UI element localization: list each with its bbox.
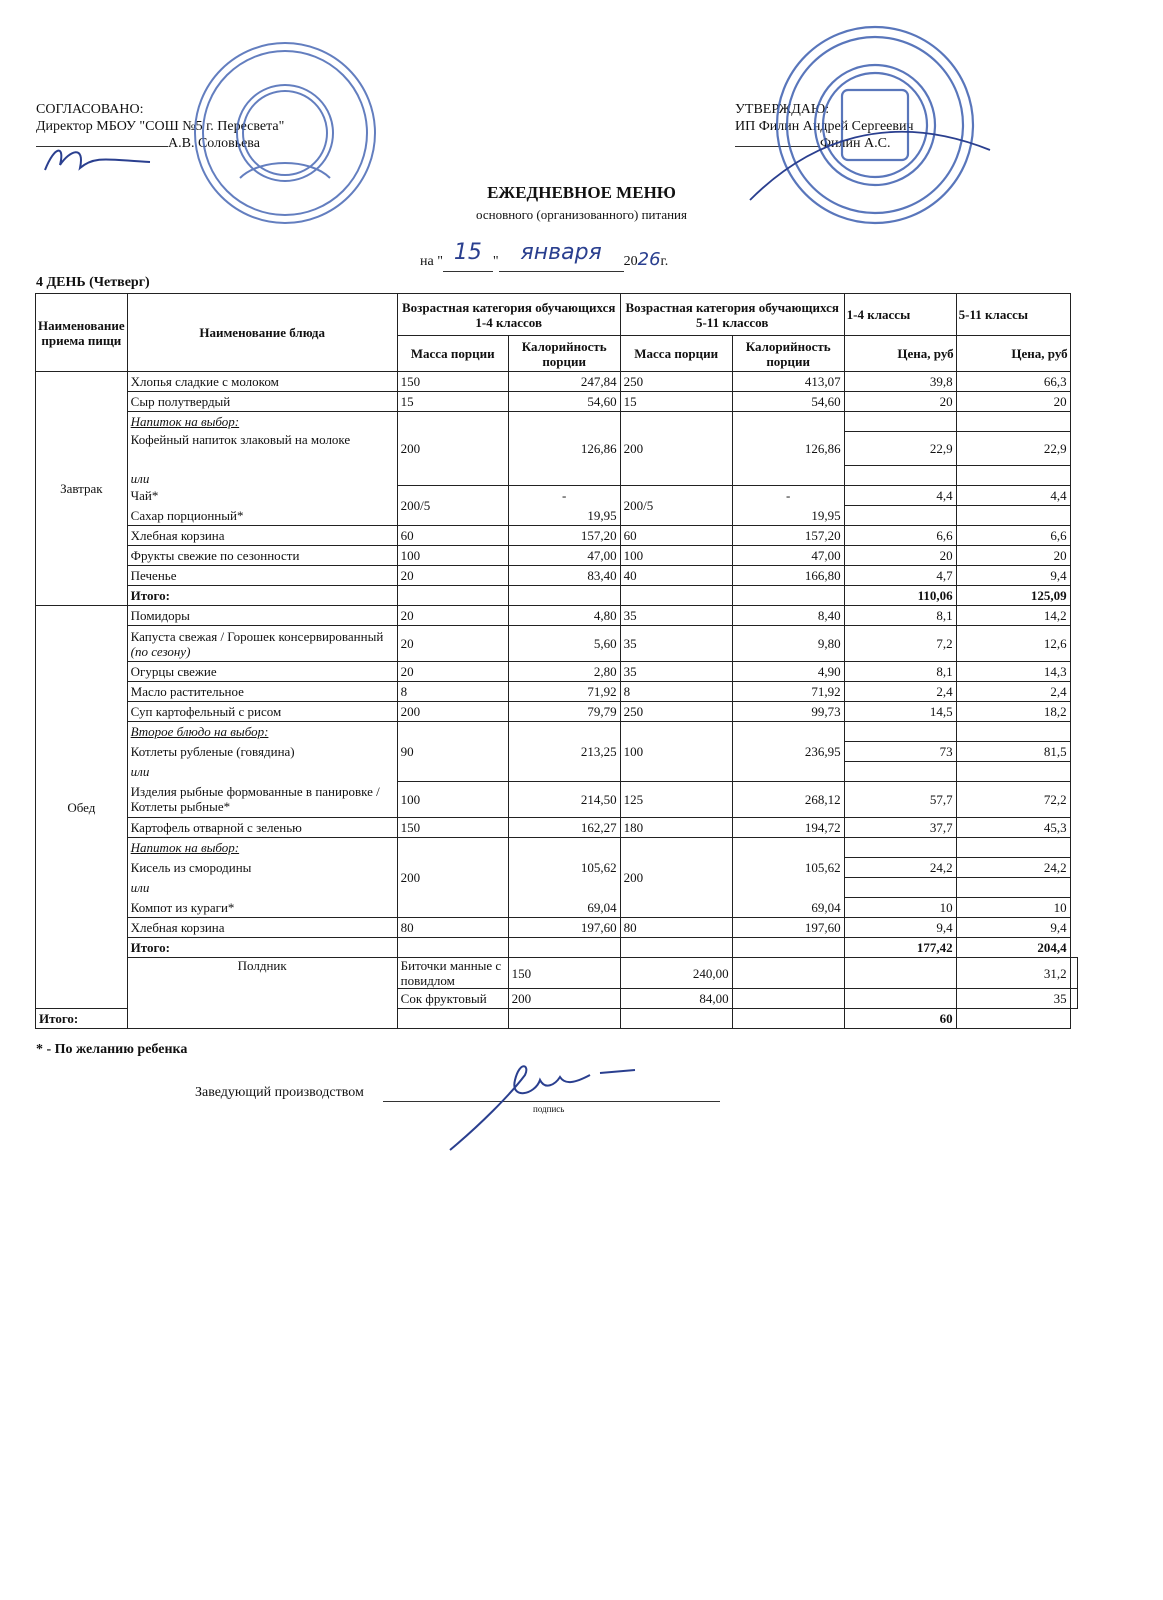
drink-choice-label [127, 838, 397, 858]
dish-name: Сахар порционный* [127, 506, 397, 526]
mass-1: 20 [397, 626, 508, 662]
cal-1: 69,04 [508, 898, 620, 918]
total-price-2: 204,4 [956, 938, 1070, 958]
mass-2: 40 [620, 566, 732, 586]
approval-left-name: А.В. Соловьева [168, 136, 260, 151]
cal-2: 268,12 [732, 782, 844, 818]
cal-2: 126,86 [732, 412, 844, 486]
price-1-empty [844, 878, 956, 898]
cal-1: 162,27 [508, 818, 620, 838]
mass-1: 60 [397, 526, 508, 546]
price-1: 8,1 [844, 606, 956, 626]
cal-1: 157,20 [508, 526, 620, 546]
cal-2-empty [732, 838, 844, 858]
total-label: Итого: [127, 938, 397, 958]
cal-2: 69,04 [732, 898, 844, 918]
table-row [36, 838, 1078, 858]
price-1: 35 [956, 989, 1070, 1009]
menu-date [420, 240, 720, 272]
mass-1: 150 [397, 818, 508, 838]
cal-2: 9,80 [732, 626, 844, 662]
table-row [36, 486, 1078, 506]
cal-2-empty [732, 878, 844, 898]
header-grade-1-4: 1-4 классы [844, 294, 956, 336]
mass-2: 200/5 [620, 486, 732, 526]
dish-name: Котлеты рубленые (говядина) [127, 742, 397, 762]
price-2: 10 [956, 898, 1070, 918]
header-price-1: Цена, руб [844, 336, 956, 372]
mass-2: 35 [620, 662, 732, 682]
price-2: 14,2 [956, 606, 1070, 626]
cal-2: 194,72 [732, 818, 844, 838]
dish-name: Изделия рыбные формованные в панировке / Котлеты рыбные* [127, 782, 397, 818]
mass-1: 8 [397, 682, 508, 702]
mass-2: 8 [620, 682, 732, 702]
table-row-total [36, 586, 1078, 606]
or-label: или [127, 878, 397, 898]
mass-1: 80 [397, 918, 508, 938]
school-stamp-icon [190, 38, 380, 228]
table-row [36, 878, 1078, 898]
cal-2: 99,73 [732, 702, 844, 722]
dish-name: Кисель из смородины [127, 858, 397, 878]
mass-2: 80 [620, 918, 732, 938]
table-row [36, 606, 1078, 626]
price-1: 4,7 [844, 566, 956, 586]
footnote: * - По желанию ребенка [36, 1042, 188, 1057]
price-1-empty [844, 762, 956, 782]
cal-2: 236,95 [732, 722, 844, 782]
day-label: 4 ДЕНЬ (Четверг) [36, 275, 150, 290]
cal-2: 8,40 [732, 606, 844, 626]
price-2: 20 [956, 546, 1070, 566]
cal-1: 213,25 [508, 722, 620, 782]
mass-2: 250 [620, 372, 732, 392]
total-price-2: 125,09 [956, 586, 1070, 606]
header-dish: Наименование блюда [127, 294, 397, 372]
table-row [36, 626, 1078, 662]
price-2: 9,4 [956, 566, 1070, 586]
price-1: 10 [844, 898, 956, 918]
cal-1: 2,80 [508, 662, 620, 682]
cal-1: 79,79 [508, 702, 620, 722]
price-1: 2,4 [844, 682, 956, 702]
director-signature-icon [40, 140, 160, 180]
drink-choice-text: Напиток на выбор: [130, 414, 240, 430]
header-grade-5-11: 5-11 классы [956, 294, 1070, 336]
cal-2: 197,60 [732, 918, 844, 938]
price-2: 6,6 [956, 526, 1070, 546]
price-1: 31,2 [956, 958, 1070, 989]
cal-1: 5,60 [508, 626, 620, 662]
header-mass-2: Масса порции [620, 336, 732, 372]
or-label: или [127, 466, 397, 486]
cal-2: 105,62 [732, 858, 844, 878]
header-mass-1: Масса порции [397, 336, 508, 372]
cal-1-empty [508, 838, 620, 858]
dish-name: Фрукты свежие по сезонности [127, 546, 397, 566]
cal-1-empty [508, 878, 620, 898]
table-row [36, 566, 1078, 586]
price-2-empty [956, 878, 1070, 898]
table-row [36, 682, 1078, 702]
cal-1: 240,00 [620, 958, 732, 989]
dish-name: Хлебная корзина [127, 526, 397, 546]
cal-1: 83,40 [508, 566, 620, 586]
price-1: 37,7 [844, 818, 956, 838]
price-1: 9,4 [844, 918, 956, 938]
mass-2: 200 [620, 412, 732, 486]
mass-2: 60 [620, 526, 732, 546]
menu-table [35, 293, 1078, 1029]
cal-1: 4,80 [508, 606, 620, 626]
price-1-empty [844, 412, 956, 432]
mass-1: 200 [397, 838, 508, 918]
cal-1: 47,00 [508, 546, 620, 566]
price-1: 6,6 [844, 526, 956, 546]
total-label: Итого: [127, 586, 397, 606]
table-row [36, 506, 1078, 526]
price-1: 22,9 [844, 432, 956, 466]
date-prefix: на " [420, 254, 443, 269]
approval-left-label: СОГЛАСОВАНО: [36, 102, 144, 117]
price-1: 57,7 [844, 782, 956, 818]
table-row [36, 858, 1078, 878]
mass-1: 20 [397, 662, 508, 682]
page-title: ЕЖЕДНЕВНОЕ МЕНЮ [487, 183, 676, 202]
mass-2: 100 [620, 546, 732, 566]
dish-name: Хлопья сладкие с молоком [127, 372, 397, 392]
total-price-1: 177,42 [844, 938, 956, 958]
table-row [36, 702, 1078, 722]
cal-2: 71,92 [732, 682, 844, 702]
price-2: 14,3 [956, 662, 1070, 682]
price-1: 14,5 [844, 702, 956, 722]
price-2-empty [956, 762, 1070, 782]
table-row [36, 392, 1078, 412]
header-age-5-11: Возрастная категория обучающихся 5-11 классов [620, 294, 844, 336]
mass-2: 250 [620, 702, 732, 722]
mass-2: 35 [620, 606, 732, 626]
table-row-total [36, 938, 1078, 958]
cal-1: 84,00 [620, 989, 732, 1009]
mass-1: 200 [397, 702, 508, 722]
table-row [36, 372, 1078, 392]
mass-1: 200 [508, 989, 620, 1009]
meal-lunch: Обед [36, 606, 128, 1009]
dish-name: Суп картофельный с рисом [127, 702, 397, 722]
mass-2: 15 [620, 392, 732, 412]
price-2: 81,5 [956, 742, 1070, 762]
price-1: 7,2 [844, 626, 956, 662]
date-year: 26 [637, 249, 661, 270]
cal-2: 413,07 [732, 372, 844, 392]
dish-text: Капуста свежая / Горошек консервированный [130, 628, 384, 644]
date-month: января [520, 240, 602, 265]
mass-1: 20 [397, 606, 508, 626]
cal-2: 19,95 [732, 506, 844, 526]
dish-name: Огурцы свежие [127, 662, 397, 682]
table-row [36, 662, 1078, 682]
dish-name: Картофель отварной с зеленью [127, 818, 397, 838]
date-mid: " [492, 254, 499, 269]
price-1-empty [844, 838, 956, 858]
dish-name: Биточки манные с повидлом [397, 958, 508, 989]
dish-name: Помидоры [127, 606, 397, 626]
date-suffix: г. [660, 254, 669, 269]
price-2-empty [956, 466, 1070, 486]
cal-1: 247,84 [508, 372, 620, 392]
cal-2: 166,80 [732, 566, 844, 586]
mass-1: 100 [397, 546, 508, 566]
signature-caption: подпись [533, 1104, 565, 1114]
dish-name: Сыр полутвердый [127, 392, 397, 412]
mass-2: 35 [620, 626, 732, 662]
header-cal-2: Калорийность порции [732, 336, 844, 372]
approval-right-position: ИП Филин Андрей Сергеевич [735, 119, 914, 134]
approval-right-label: УТВЕРЖДАЮ: [735, 102, 830, 117]
cal-1: 71,92 [508, 682, 620, 702]
price-1-empty [844, 506, 956, 526]
mass-2: 200 [620, 838, 732, 918]
dish-name: Сок фруктовый [397, 989, 508, 1009]
meal-breakfast: Завтрак [36, 372, 128, 606]
price-1-empty [844, 722, 956, 742]
mass-1: 150 [397, 372, 508, 392]
dish-name: Кофейный напиток злаковый на молоке [127, 432, 397, 466]
mass-2: 180 [620, 818, 732, 838]
price-2: 20 [956, 392, 1070, 412]
price-2: 24,2 [956, 858, 1070, 878]
table-row [36, 958, 1078, 989]
mass-2: 100 [620, 722, 732, 782]
header-price-2: Цена, руб [956, 336, 1070, 372]
price-1-empty [844, 466, 956, 486]
meal-snack: Полдник [127, 958, 397, 1029]
price-1: 24,2 [844, 858, 956, 878]
cal-1: 19,95 [508, 506, 620, 526]
table-row [36, 546, 1078, 566]
mass-1: 100 [397, 782, 508, 818]
price-1: 20 [844, 546, 956, 566]
cal-1: 214,50 [508, 782, 620, 818]
mass-2: 125 [620, 782, 732, 818]
cal-2: 47,00 [732, 546, 844, 566]
date-day: 15 [453, 240, 482, 265]
table-row [36, 818, 1078, 838]
page-subtitle: основного (организованного) питания [476, 207, 687, 222]
table-row [36, 722, 1078, 742]
cal-1: 197,60 [508, 918, 620, 938]
price-1: 8,1 [844, 662, 956, 682]
second-choice-text: Второе блюдо на выбор: [130, 724, 269, 740]
dish-name: Масло растительное [127, 682, 397, 702]
cal-2: 54,60 [732, 392, 844, 412]
table-row [36, 918, 1078, 938]
dish-name: Печенье [127, 566, 397, 586]
cal-2: - [732, 486, 844, 506]
price-1: 73 [844, 742, 956, 762]
dish-name: Компот из кураги* [127, 898, 397, 918]
dish-note: (по сезону) [130, 643, 191, 659]
dish-name: Хлебная корзина [127, 918, 397, 938]
date-year-prefix: 20 [623, 254, 638, 269]
manager-signature-icon [440, 1055, 640, 1155]
drink-choice-text: Напиток на выбор: [130, 840, 240, 856]
table-row [36, 526, 1078, 546]
price-2: 2,4 [956, 682, 1070, 702]
dish-name [127, 626, 397, 662]
price-2-empty [956, 506, 1070, 526]
table-row [36, 898, 1078, 918]
manager-label: Заведующий производством [195, 1085, 364, 1100]
mass-1: 20 [397, 566, 508, 586]
header-meal: Наименование приема пищи [36, 294, 128, 372]
mass-1: 90 [397, 722, 508, 782]
ip-stamp-icon [770, 20, 980, 230]
price-2: 72,2 [956, 782, 1070, 818]
dish-name: Чай* [127, 486, 397, 506]
price-2-empty [956, 838, 1070, 858]
total-price-1: 60 [844, 1009, 956, 1029]
drink-choice-label [127, 412, 397, 432]
cal-1: 126,86 [508, 412, 620, 486]
second-choice-label [127, 722, 397, 742]
cal-1: - [508, 486, 620, 506]
price-1: 39,8 [844, 372, 956, 392]
total-price-1: 110,06 [844, 586, 956, 606]
price-2: 66,3 [956, 372, 1070, 392]
cal-1: 54,60 [508, 392, 620, 412]
price-2: 4,4 [956, 486, 1070, 506]
header-cal-1: Калорийность порции [508, 336, 620, 372]
price-2: 22,9 [956, 432, 1070, 466]
price-2: 18,2 [956, 702, 1070, 722]
price-1: 4,4 [844, 486, 956, 506]
cal-2: 4,90 [732, 662, 844, 682]
price-2-empty [956, 412, 1070, 432]
approval-left-position: Директор МБОУ "СОШ №5 г. Пересвета" [36, 119, 285, 134]
mass-1: 200/5 [397, 486, 508, 526]
header-age-1-4: Возрастная категория обучающихся 1-4 классов [397, 294, 620, 336]
price-2: 9,4 [956, 918, 1070, 938]
mass-1: 15 [397, 392, 508, 412]
price-2-empty [956, 722, 1070, 742]
mass-1: 200 [397, 412, 508, 486]
price-2: 45,3 [956, 818, 1070, 838]
table-row [36, 782, 1078, 818]
table-row [36, 412, 1078, 432]
approval-right-name: Филин А.С. [820, 136, 891, 151]
price-1: 20 [844, 392, 956, 412]
mass-1: 150 [508, 958, 620, 989]
cal-2: 157,20 [732, 526, 844, 546]
total-label: Итого: [36, 1009, 128, 1029]
price-2: 12,6 [956, 626, 1070, 662]
cal-1: 105,62 [508, 858, 620, 878]
or-label: или [127, 762, 397, 782]
